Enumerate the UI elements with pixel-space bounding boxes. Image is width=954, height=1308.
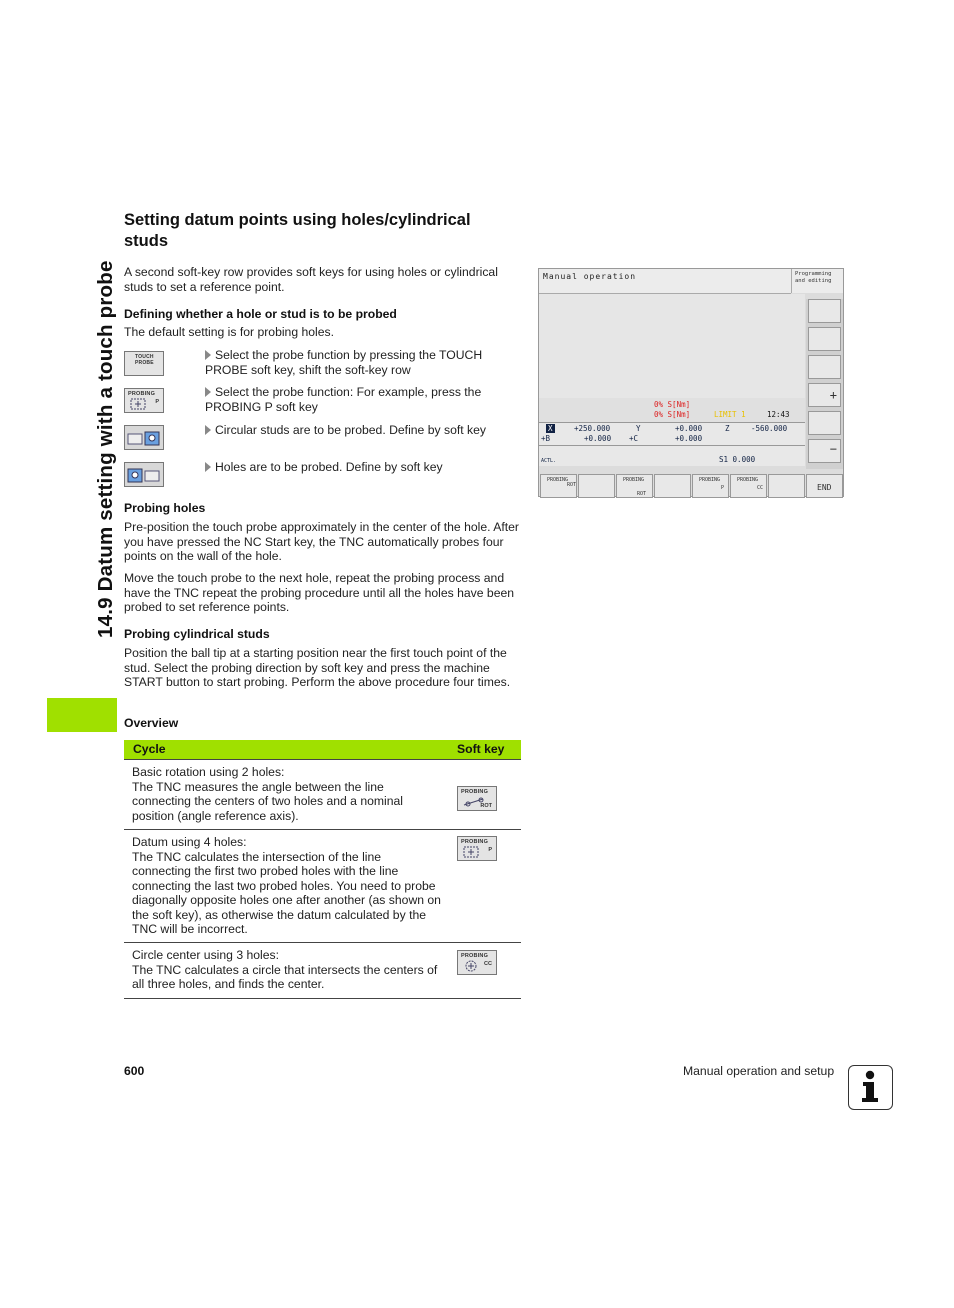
section-heading: Setting datum points using holes/cylindrical studs: [124, 211, 471, 250]
stud-icon: [127, 430, 161, 448]
hk-5[interactable]: PROBING P: [692, 474, 729, 498]
vk-minus[interactable]: −: [808, 439, 841, 463]
side-title: [62, 218, 117, 638]
row-text: Basic rotation using 2 holes: The TNC measures the angle between the line connecting the centers of two holes and a nominal position (angle reference axis).: [132, 765, 404, 823]
vk-plus[interactable]: +: [808, 383, 841, 407]
hole-softkey[interactable]: [124, 462, 164, 487]
probing-holes-p1: Pre-position the touch probe approximately in the center of the hole. After you have pressed the NC Start key, the TNC automatically probes four points on the wall of the hole.: [124, 520, 519, 564]
chapter-tab: [47, 698, 117, 732]
row-text: Datum using 4 holes: The TNC calculates the intersection of the line connecting the first two probed holes with the line connecting the last two probed holes. You need to probe diagonally opposite holes one after another (as shown on the soft key), as otherwise the datum calculated by the TNC will be incorrect.: [132, 835, 441, 936]
hk-2[interactable]: [578, 474, 615, 498]
z-value: -560.000: [751, 424, 788, 433]
table-row: [124, 943, 521, 999]
col-softkey: Soft key: [457, 742, 505, 756]
c-value: +0.000: [675, 434, 703, 443]
screen-title: Manual operation: [543, 272, 637, 281]
probe-rot-icon: [463, 796, 489, 808]
probing-studs-p1: Position the ball tip at a starting position near the first touch point of the stud. Select the probing direction by soft key and press the machine START button to start probing. Perform the above procedure four times.: [124, 646, 511, 690]
row-text: Circle center using 3 holes: The TNC calculates a circle that intersects the centers of all three holes, and finds the center.: [132, 948, 438, 991]
bullet-arrow-icon: [205, 462, 211, 472]
vk-2[interactable]: [808, 327, 841, 351]
probing-p-softkey-2[interactable]: PROBING P: [457, 836, 497, 861]
overview-title: Overview: [124, 716, 179, 730]
step-1: Select the probe function by pressing the TOUCH PROBE soft key, shift the soft-key row: [205, 348, 483, 377]
probing-holes-title: Probing holes: [124, 501, 206, 515]
bullet-arrow-icon: [205, 350, 211, 360]
hk-3[interactable]: PROBING ROT: [616, 474, 653, 498]
vk-3[interactable]: [808, 355, 841, 379]
page-number: 600: [124, 1064, 145, 1078]
x-value: +250.000: [574, 424, 611, 433]
table-row: [124, 760, 521, 830]
tnc-screenshot: Manual operation Programming and editing 0% S[Nm] 0% S[Nm] LIMIT 1 12:43 X +250.000 Y +0.000 Z -560.000 +B +0.000 +C +0.000 S1 0.000 ACTL. + − PROBING ROT PROBING ROT PROBING P PROBING CC END: [538, 268, 844, 497]
programming-mode-button[interactable]: Programming and editing: [791, 269, 843, 293]
probe-p-icon: [463, 846, 479, 858]
overview-table: [124, 740, 521, 999]
hk-4[interactable]: [654, 474, 691, 498]
bullet-arrow-icon: [205, 387, 211, 397]
b-value: +0.000: [584, 434, 612, 443]
probing-studs-title: Probing cylindrical studs: [124, 627, 270, 641]
col-cycle: Cycle: [133, 742, 166, 756]
table-header: [124, 740, 521, 759]
intro-text: A second soft-key row provides soft keys for using holes or cylindrical studs to set a reference point.: [124, 265, 498, 294]
screen-header: [539, 269, 791, 294]
status-spindle-2: 0% S[Nm]: [654, 410, 691, 419]
status-spindle-1: 0% S[Nm]: [654, 400, 691, 409]
probing-cc-softkey[interactable]: PROBING CC: [457, 950, 497, 975]
touch-probe-softkey[interactable]: TOUCH PROBE: [124, 351, 164, 376]
step-2: Select the probe function: For example, press the PROBING P soft key: [205, 385, 482, 414]
info-icon: [848, 1065, 893, 1110]
vk-1[interactable]: [808, 299, 841, 323]
sub1-title: Defining whether a hole or stud is to be probed: [124, 307, 397, 321]
bullet-arrow-icon: [205, 425, 211, 435]
vertical-softkeys: [806, 299, 843, 469]
chapter-name: Manual operation and setup: [683, 1064, 835, 1078]
stud-softkey[interactable]: [124, 425, 164, 450]
hk-7[interactable]: [768, 474, 805, 498]
probe-p-icon: [130, 398, 146, 410]
hk-1[interactable]: PROBING ROT: [540, 474, 577, 498]
probe-cc-icon: [463, 960, 479, 972]
hk-6[interactable]: PROBING CC: [730, 474, 767, 498]
sub1-text: The default setting is for probing holes.: [124, 325, 335, 339]
probing-p-softkey[interactable]: PROBING P: [124, 388, 164, 413]
vk-onoff[interactable]: [808, 411, 841, 435]
hole-icon: [127, 467, 161, 485]
y-value: +0.000: [675, 424, 703, 433]
step-4: Holes are to be probed. Define by soft key: [205, 460, 510, 475]
step-3: Circular studs are to be probed. Define by soft key: [205, 423, 510, 438]
probing-rot-softkey[interactable]: PROBING ROT: [457, 786, 497, 811]
clock: 12:43: [767, 410, 790, 419]
probing-holes-p2: Move the touch probe to the next hole, repeat the probing process and have the TNC repeat the probing procedure until all the holes have been probed to set reference points.: [124, 571, 515, 615]
actl-label: ACTL.: [541, 458, 557, 464]
screen-main-area: [539, 294, 805, 398]
table-row: [124, 830, 521, 943]
s1-value: S1 0.000: [719, 455, 756, 464]
limit-indicator: LIMIT 1: [714, 410, 746, 419]
end-softkey[interactable]: END: [806, 474, 843, 498]
side-title-text: 14.9 Datum setting with a touch probe: [94, 260, 117, 638]
